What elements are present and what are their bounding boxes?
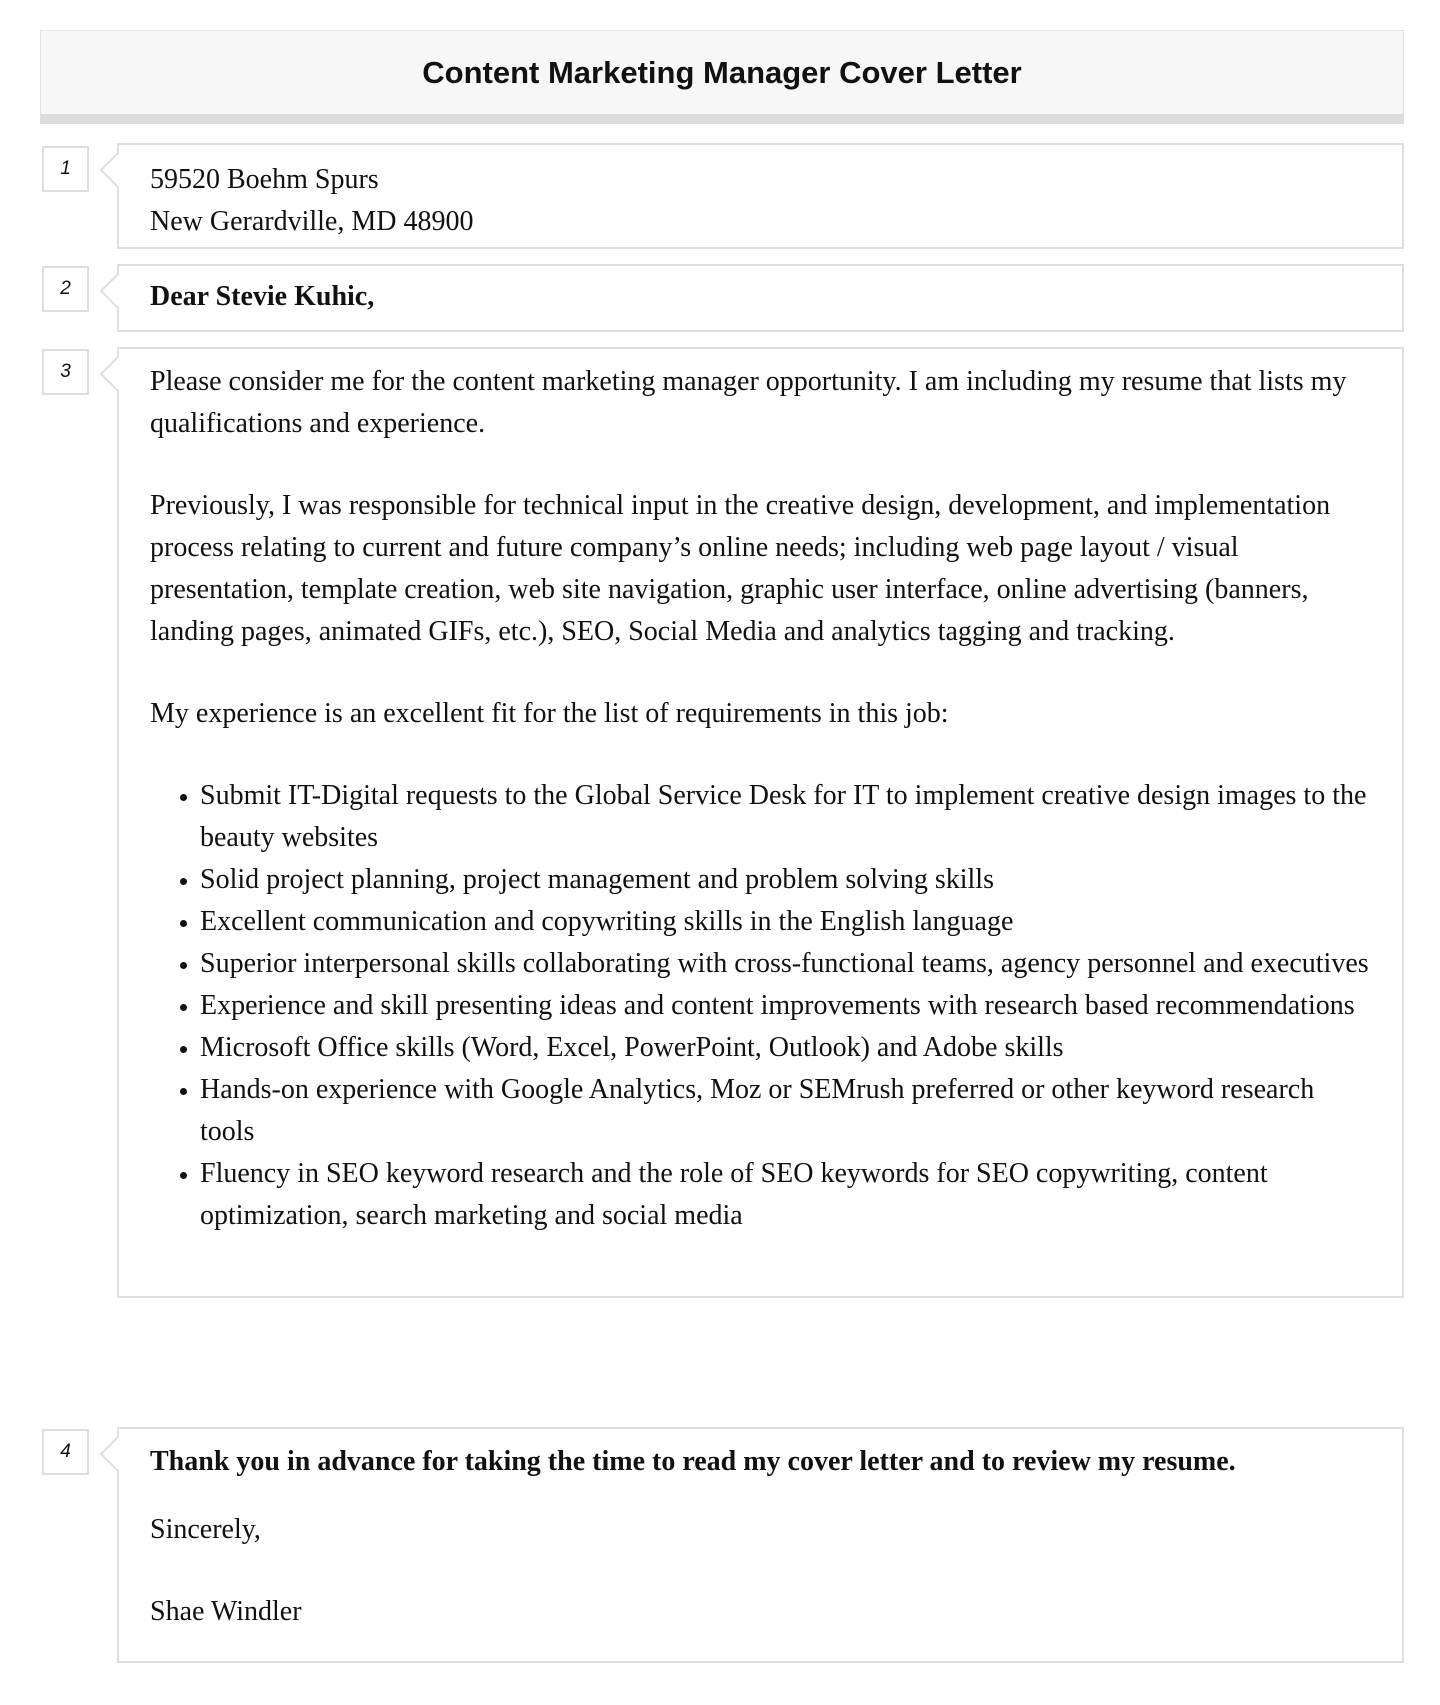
requirements-list	[150, 775, 1370, 1237]
greeting: Dear Stevie Kuhic,	[150, 281, 375, 312]
body-intro: Please consider me for the content marketing manager opportunity. I am including my resume that lists my qualifications and experience.	[150, 366, 1347, 439]
section-body	[117, 347, 1404, 1298]
document-header	[40, 30, 1404, 124]
list-item: • Submit IT-Digital requests to the Global Service Desk for IT to implement creative design images to the beauty websites	[200, 775, 1370, 859]
address-line-1: 59520 Boehm Spurs	[150, 164, 379, 195]
list-item: • Fluency in SEO keyword research and the role of SEO keywords for SEO copywriting, content optimization, search marketing and social media	[200, 1153, 1370, 1237]
list-item: • Microsoft Office skills (Word, Excel, PowerPoint, Outlook) and Adobe skills	[200, 1027, 1370, 1069]
closing-signoff: Sincerely,	[150, 1514, 261, 1545]
list-item: • Hands-on experience with Google Analytics, Moz or SEMrush preferred or other keyword research tools	[200, 1069, 1370, 1153]
list-item: • Experience and skill presenting ideas and content improvements with research based recommendations	[200, 985, 1370, 1027]
section-number-2: 2	[42, 266, 89, 312]
section-number-1: 1	[42, 146, 89, 192]
list-item: • Solid project planning, project management and problem solving skills	[200, 859, 1370, 901]
section-greeting	[117, 264, 1404, 332]
address-line-2: New Gerardville, MD 48900	[150, 206, 474, 237]
section-number-4: 4	[42, 1429, 89, 1475]
list-item: • Superior interpersonal skills collaborating with cross-functional teams, agency personnel and executives	[200, 943, 1370, 985]
section-closing	[117, 1427, 1404, 1663]
page-title: Content Marketing Manager Cover Letter	[422, 55, 1022, 90]
section-address	[117, 143, 1404, 249]
list-item: • Excellent communication and copywriting skills in the English language	[200, 901, 1370, 943]
body-fit: My experience is an excellent fit for the list of requirements in this job:	[150, 698, 949, 729]
closing-thanks: Thank you in advance for taking the time to read my cover letter and to review my resume.	[150, 1446, 1236, 1477]
section-number-3: 3	[42, 349, 89, 395]
body-experience: Previously, I was responsible for technical input in the creative design, development, and implementation process relating to current and future company’s online needs; including web page layout / visual presentation, template creation, web site navigation, graphic user interface, online advertising (banners, landing pages, animated GIFs, etc.), SEO, Social Media and analytics tagging and tracking.	[150, 490, 1331, 647]
signature-name: Shae Windler	[150, 1596, 302, 1627]
